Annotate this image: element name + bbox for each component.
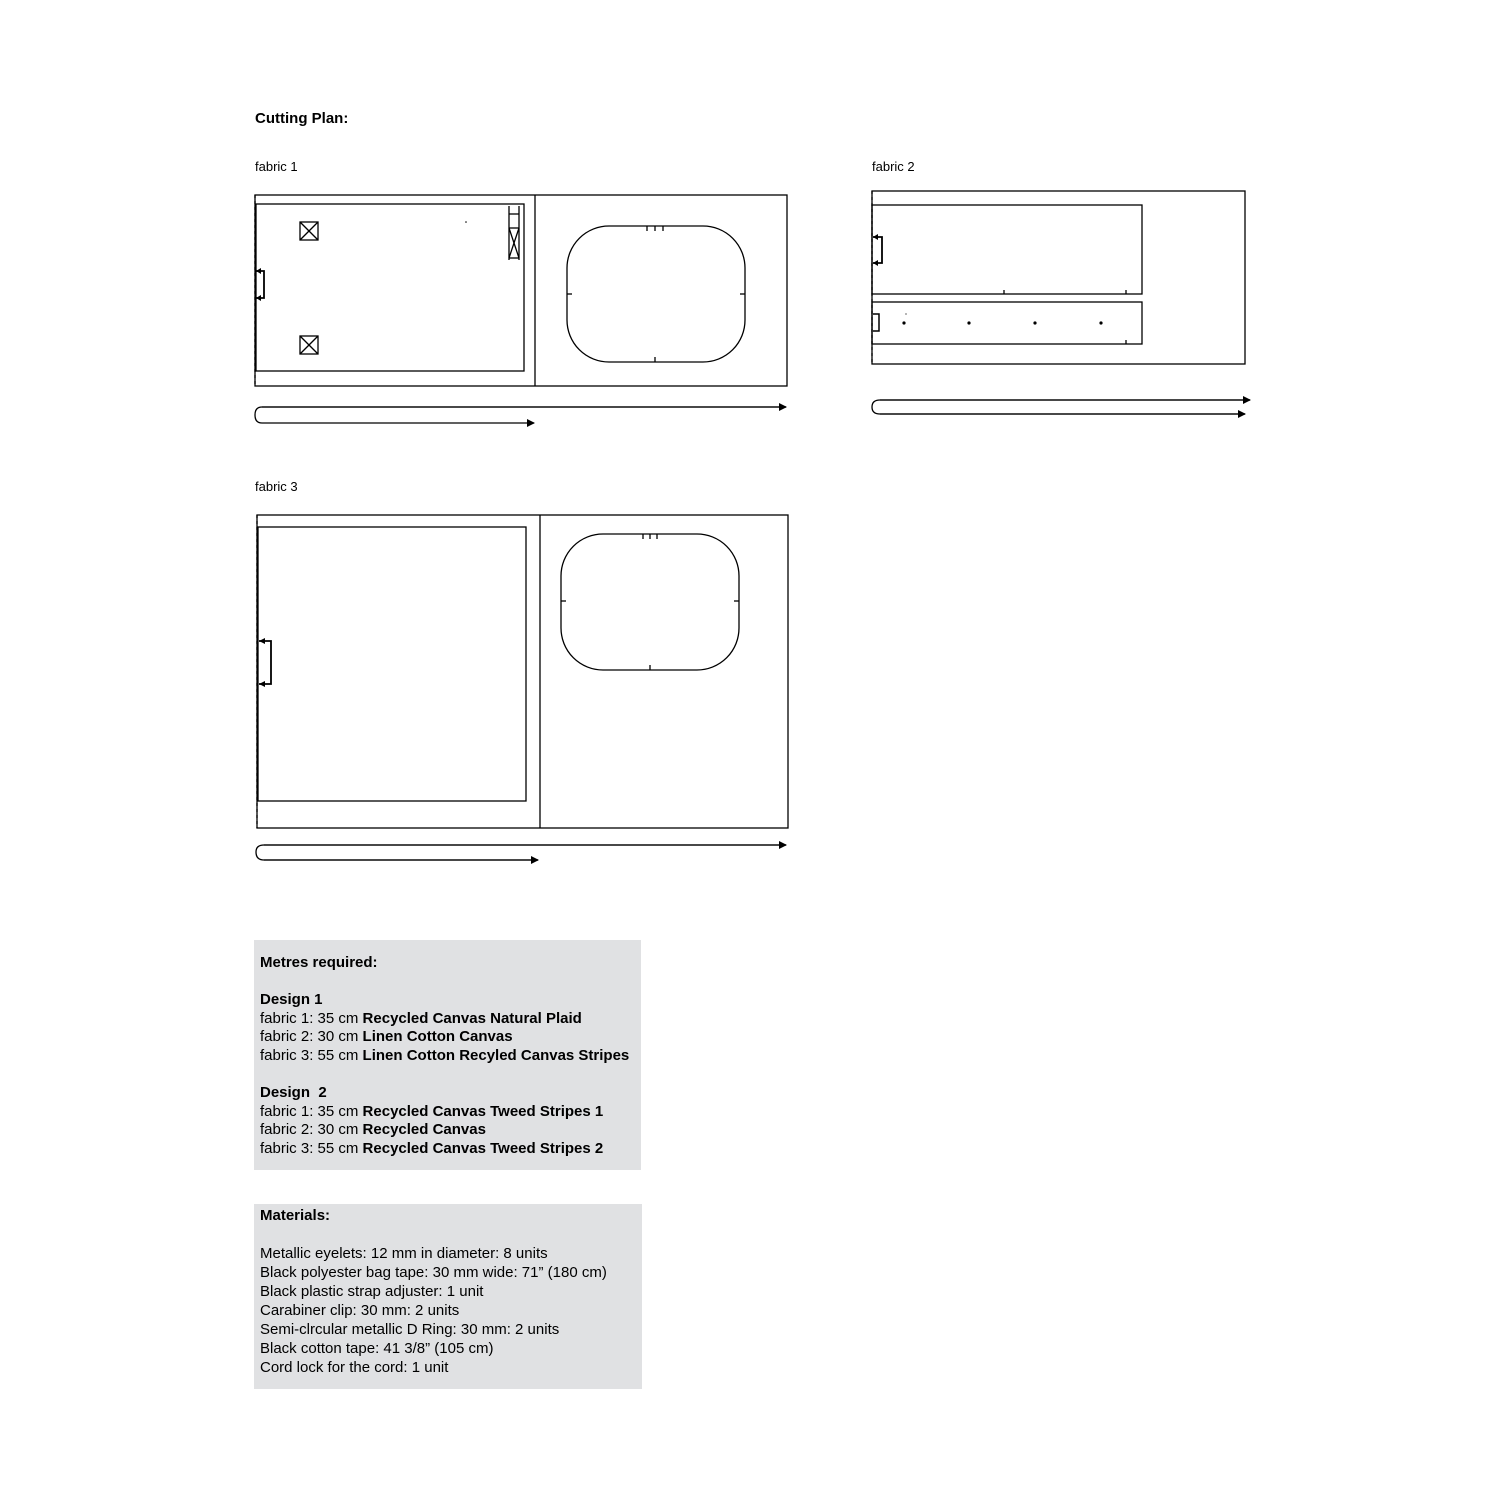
materials-title: Materials: [260, 1207, 331, 1224]
fabric-2-grain-arrow [872, 400, 1250, 414]
fabric-amount: fabric 1: 35 cm [260, 1009, 363, 1027]
list-item: Black plastic strap adjuster: 1 unit [260, 1283, 484, 1300]
fabric-amount: fabric 2: 30 cm [260, 1121, 363, 1139]
design-2-title: Design 2 [260, 1084, 327, 1102]
fabric-name: Linen Cotton Canvas [362, 1028, 513, 1046]
eyelet-dot [967, 321, 970, 324]
fabric-3-grain-arrow [256, 845, 786, 860]
eyelet-dot [1033, 321, 1036, 324]
strap-marker [509, 206, 519, 260]
tab-marker [873, 237, 882, 263]
fabric-1-outline [255, 195, 787, 386]
fabric-amount: fabric 1: 35 cm [260, 1102, 363, 1120]
fabric-name: Recycled Canvas Tweed Stripes 1 [362, 1102, 604, 1120]
fabric-2-outline [872, 191, 1245, 364]
fabric-name: Recycled Canvas Tweed Stripes 2 [362, 1139, 604, 1157]
fabric-1-base-oval [567, 226, 745, 362]
list-item [260, 1121, 635, 1140]
list-item: Metallic eyelets: 12 mm in diameter: 8 units [260, 1245, 548, 1262]
fabric-1-label: fabric 1 [255, 159, 298, 174]
metres-title: Metres required: [260, 954, 378, 971]
eyelet-dot [1099, 321, 1102, 324]
list-item [260, 1028, 635, 1047]
list-item [260, 1010, 635, 1029]
metres-required-panel [254, 940, 641, 1170]
fabric-1-layout [255, 195, 787, 423]
list-item: Black cotton tape: 41 3/8” (105 cm) [260, 1340, 494, 1357]
eyelet-marker [300, 336, 318, 354]
fabric-name: Recycled Canvas Natural Plaid [362, 1009, 582, 1027]
list-item [260, 1103, 635, 1122]
fabric-1-body-panel [256, 204, 524, 371]
tab-marker [256, 271, 264, 298]
fabric-3-base-oval [561, 534, 739, 670]
list-item [260, 1047, 635, 1066]
fabric-2-strap-panel [872, 205, 1142, 294]
fabric-amount: fabric 3: 55 cm [260, 1139, 363, 1157]
fabric-amount: fabric 2: 30 cm [260, 1028, 363, 1046]
fabric-2-layout [872, 191, 1250, 414]
eyelet-marker [300, 222, 318, 240]
list-item: Carabiner clip: 30 mm: 2 units [260, 1302, 460, 1319]
materials-panel [254, 1204, 642, 1389]
list-item: Cord lock for the cord: 1 unit [260, 1359, 449, 1376]
list-item: Black polyester bag tape: 30 mm wide: 71” (180 cm) [260, 1264, 607, 1281]
fabric-3-label: fabric 3 [255, 479, 298, 494]
fabric-2-label: fabric 2 [872, 159, 915, 174]
eyelet-dot [902, 321, 905, 324]
fabric-name: Linen Cotton Recyled Canvas Stripes [362, 1046, 630, 1064]
list-item [260, 1140, 635, 1159]
fabric-3-lining-panel [258, 527, 526, 801]
fabric-3-layout [256, 515, 788, 860]
cutting-plan-title: Cutting Plan: [255, 110, 349, 127]
fabric-name: Recycled Canvas [362, 1121, 486, 1139]
tab-marker [259, 641, 271, 684]
fabric-3-outline [257, 515, 788, 828]
list-item: Semi-clrcular metallic D Ring: 30 mm: 2 units [260, 1321, 560, 1338]
design-1-title: Design 1 [260, 991, 323, 1009]
fabric-amount: fabric 3: 55 cm [260, 1046, 363, 1064]
fabric-1-grain-arrow [255, 407, 786, 423]
tab-marker [873, 314, 879, 331]
